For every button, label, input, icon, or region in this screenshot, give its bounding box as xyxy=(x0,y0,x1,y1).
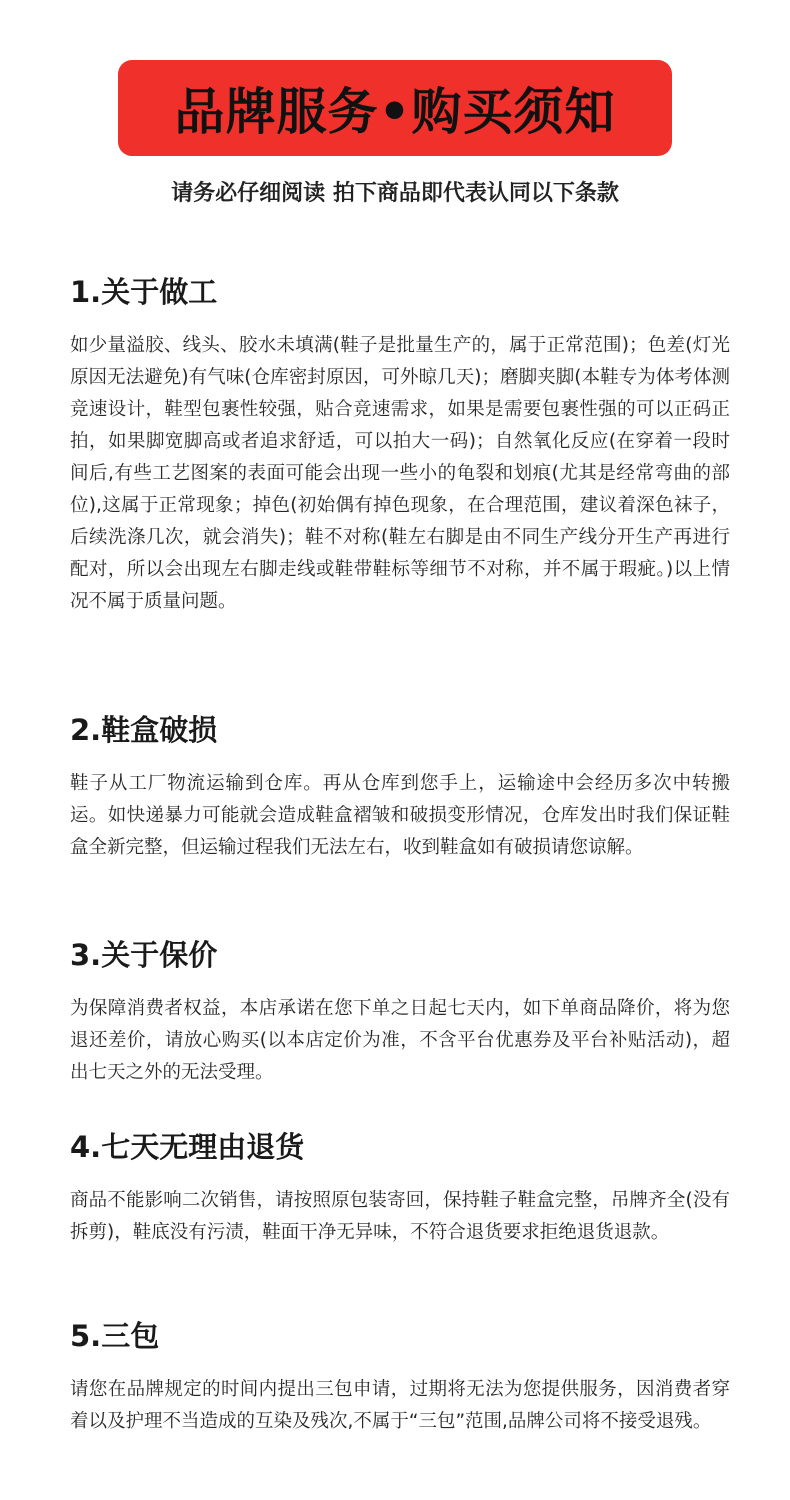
section-warranty xyxy=(70,1316,730,1438)
section-price-protection xyxy=(70,935,730,1089)
section-heading: 2.鞋盒破损 xyxy=(70,713,218,747)
section-heading: 1.关于做工 xyxy=(70,275,218,309)
section-body: 请您在品牌规定的时间内提出三包申请，过期将无法为您提供服务，因消费者穿着以及护理不当造成的互染及残次,不属于“三包”范围,品牌公司将不接受退残。 xyxy=(70,1379,730,1432)
section-body: 如少量溢胶、线头、胶水未填满(鞋子是批量生产的，属于正常范围)；色差(灯光原因无法避免)有气味(仓库密封原因，可外晾几天)；磨脚夹脚(本鞋专为体考体测竞速设计，鞋型包裹性较强，贴合竞速需求，如果是需要包裹性强的可以正码正拍，如果脚宽脚高或者追求舒适，可以拍大一码)；自然氧化反应(在穿着一段时间后,有些工艺图案的表面可能会出现一些小的龟裂和划痕(尤其是经常弯曲的部位),这属于正常现象；掉色(初始偶有掉色现象，在合理范围，建议着深色袜子，后续洗涤几次，就会消失)；鞋不对称(鞋左右脚是由不同生产线分开生产再进行配对，所以会出现左右脚走线或鞋带鞋标等细节不对称，并不属于瑕疵。)以上情况不属于质量问题。 xyxy=(70,335,730,612)
section-body: 鞋子从工厂物流运输到仓库。再从仓库到您手上，运输途中会经历多次中转搬运。如快递暴力可能就会造成鞋盒褶皱和破损变形情况，仓库发出时我们保证鞋盒全新完整，但运输过程我们无法左右，收到鞋盒如有破损请您谅解。 xyxy=(70,773,730,858)
title-banner xyxy=(118,60,672,156)
section-body: 商品不能影响二次销售，请按照原包装寄回，保持鞋子鞋盒完整，吊牌齐全(没有拆剪)，鞋底没有污渍，鞋面干净无异味，不符合退货要求拒绝退货退款。 xyxy=(70,1190,730,1243)
section-seven-day-return xyxy=(70,1127,730,1249)
section-heading: 3.关于保价 xyxy=(70,938,218,972)
section-heading: 5.三包 xyxy=(70,1319,160,1353)
section-workmanship xyxy=(70,272,730,618)
page-subtitle: 请务必仔细阅读 拍下商品即代表认同以下条款 xyxy=(171,181,619,206)
section-body: 为保障消费者权益，本店承诺在您下单之日起七天内，如下单商品降价，将为您退还差价，请放心购买(以本店定价为准，不含平台优惠券及平台补贴活动)，超出七天之外的无法受理。 xyxy=(70,998,730,1083)
section-box-damage xyxy=(70,710,730,864)
page-title: 品牌服务•购买须知 xyxy=(174,83,616,141)
section-heading: 4.七天无理由退货 xyxy=(70,1130,305,1164)
